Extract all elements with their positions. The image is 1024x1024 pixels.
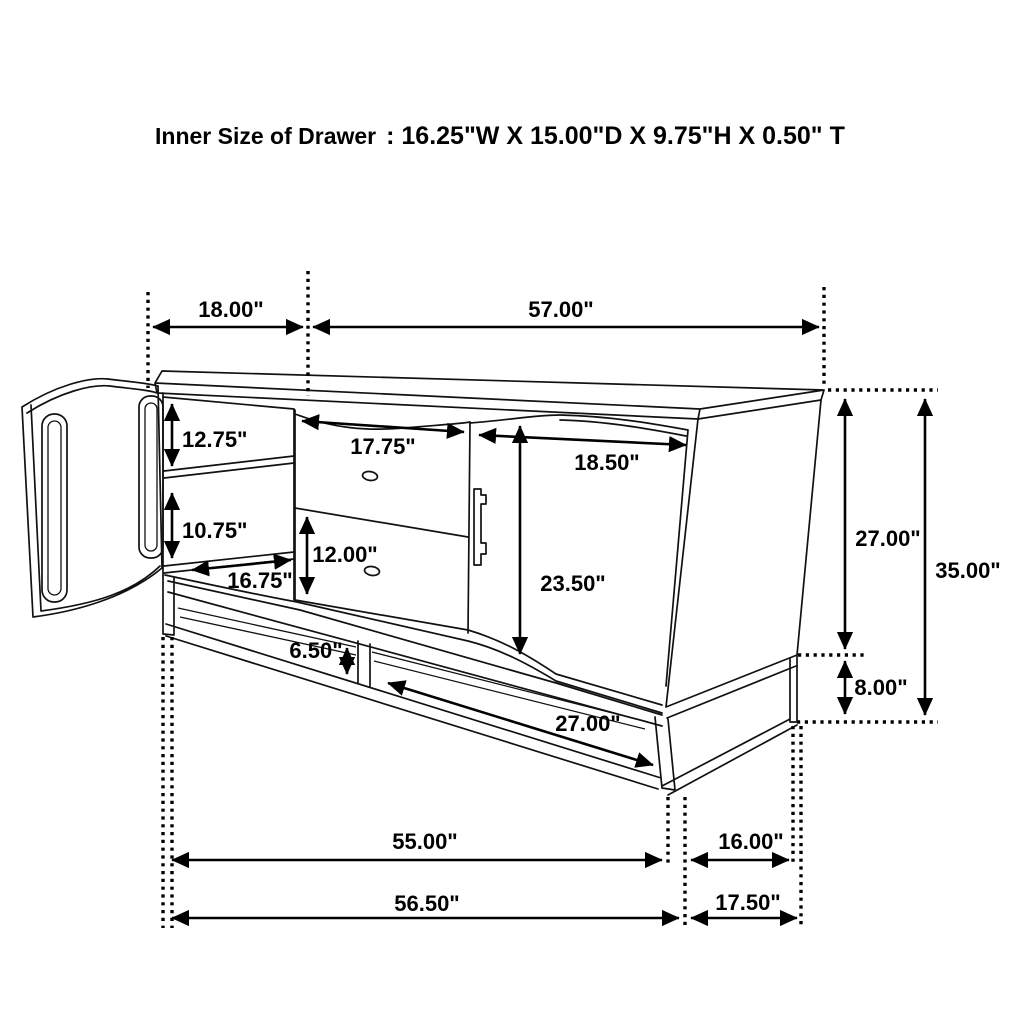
dim-overall-side-depth-label: 17.50"	[715, 890, 781, 915]
dim-upper-compartment-height-label: 12.75"	[182, 427, 248, 452]
dim-lower-compartment-height-label: 10.75"	[182, 518, 248, 543]
page-title-label: Inner Size of Drawer	[155, 123, 377, 149]
dim-left-compartment-width-label: 16.75"	[227, 568, 293, 593]
dim-cabinet-width-label: 57.00"	[528, 297, 594, 322]
left-door-slot-inner-1	[48, 421, 61, 595]
right-door-handle	[474, 489, 486, 565]
drawer-knob-bottom	[364, 566, 380, 577]
page-title	[155, 122, 845, 150]
dim-drawer-front-height-label: 12.00"	[312, 542, 378, 567]
dim-right-door-height-label: 23.50"	[540, 571, 606, 596]
dim-base-side-depth-label: 16.00"	[718, 829, 784, 854]
dim-overall-base-width-label: 56.50"	[394, 891, 460, 916]
drawer-knob-top	[362, 471, 378, 482]
dim-base-opening-height-label: 6.50"	[289, 638, 343, 663]
dim-cabinet-body-height-label: 27.00"	[855, 526, 921, 551]
dim-drawer-width-arrow	[302, 421, 464, 432]
page-title-value: : 16.25"W X 15.00"D X 9.75"H X 0.50" T	[386, 122, 845, 150]
left-door-slot-inner-2	[145, 403, 157, 551]
left-door-open	[22, 379, 162, 617]
dim-right-door-width-arrow	[479, 435, 686, 445]
left-door-slot-outer-1	[42, 414, 67, 602]
base-frame	[163, 575, 797, 795]
cabinet-top	[155, 371, 824, 419]
dim-door-open-depth-label: 18.00"	[198, 297, 264, 322]
dim-base-frame-height-label: 8.00"	[854, 675, 908, 700]
dim-overall-height-label: 35.00"	[935, 558, 1001, 583]
dim-inner-width-between-legs-label: 55.00"	[392, 829, 458, 854]
dim-drawer-width-label: 17.75"	[350, 434, 416, 459]
dim-base-opening-width-label: 27.00"	[555, 711, 621, 736]
dim-right-door-width-label: 18.50"	[574, 450, 640, 475]
projection-guides	[148, 271, 938, 928]
